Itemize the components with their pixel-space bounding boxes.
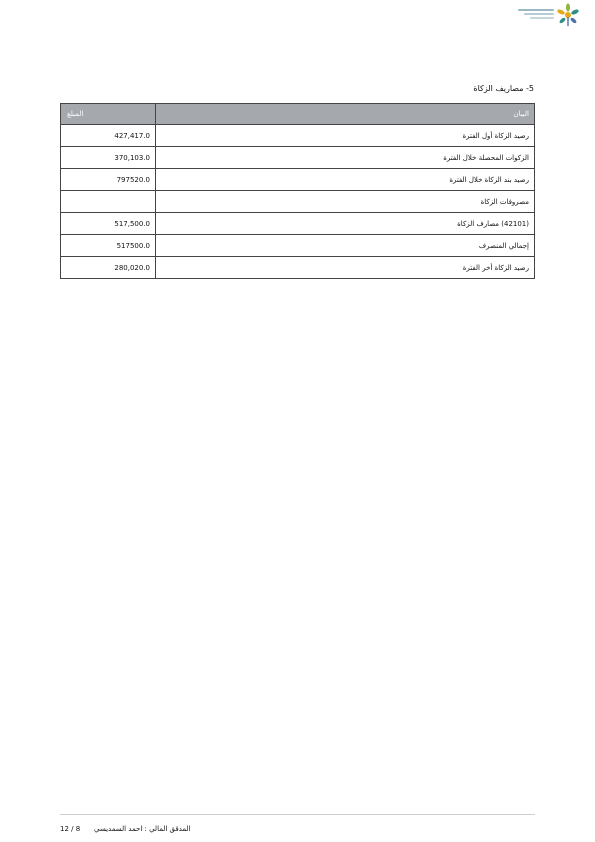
row-description: إجمالي المنصرف — [156, 235, 535, 257]
logo-wordmark — [518, 9, 554, 21]
row-amount — [61, 191, 156, 213]
row-amount: 517500.0 — [61, 235, 156, 257]
column-header-amount: المبلغ — [61, 104, 156, 125]
table-row — [61, 147, 535, 169]
footer-divider — [60, 814, 535, 815]
table-row — [61, 213, 535, 235]
row-description: رصيد بند الزكاة خلال الفترة — [156, 169, 535, 191]
row-amount: 797520.0 — [61, 169, 156, 191]
page-number: 12 / 8 — [60, 825, 81, 833]
row-description: مصروفات الزكاة — [156, 191, 535, 213]
row-amount: 517,500.0 — [61, 213, 156, 235]
row-amount: 370,103.0 — [61, 147, 156, 169]
table-row — [61, 191, 535, 213]
table-row — [61, 125, 535, 147]
section-heading: 5- مصاريف الزكاة — [473, 84, 534, 93]
row-description: (42101) مصارف الزكاة — [156, 213, 535, 235]
row-amount: 280,020.0 — [61, 257, 156, 279]
ministry-logo — [518, 3, 580, 27]
table-row — [61, 235, 535, 257]
palm-emblem-icon — [556, 3, 580, 27]
row-description: الزكوات المحصلة خلال الفترة — [156, 147, 535, 169]
footer-auditor: المدقق المالي : احمد السمديسي — [94, 825, 191, 833]
table-header-row — [61, 104, 535, 125]
row-amount: 427,417.0 — [61, 125, 156, 147]
row-description: رصيد الزكاة أخر الفترة — [156, 257, 535, 279]
table-row — [61, 169, 535, 191]
row-description: رصيد الزكاة أول الفترة — [156, 125, 535, 147]
column-header-description: البيان — [156, 104, 535, 125]
zakat-expenses-table — [60, 103, 535, 279]
table-row — [61, 257, 535, 279]
